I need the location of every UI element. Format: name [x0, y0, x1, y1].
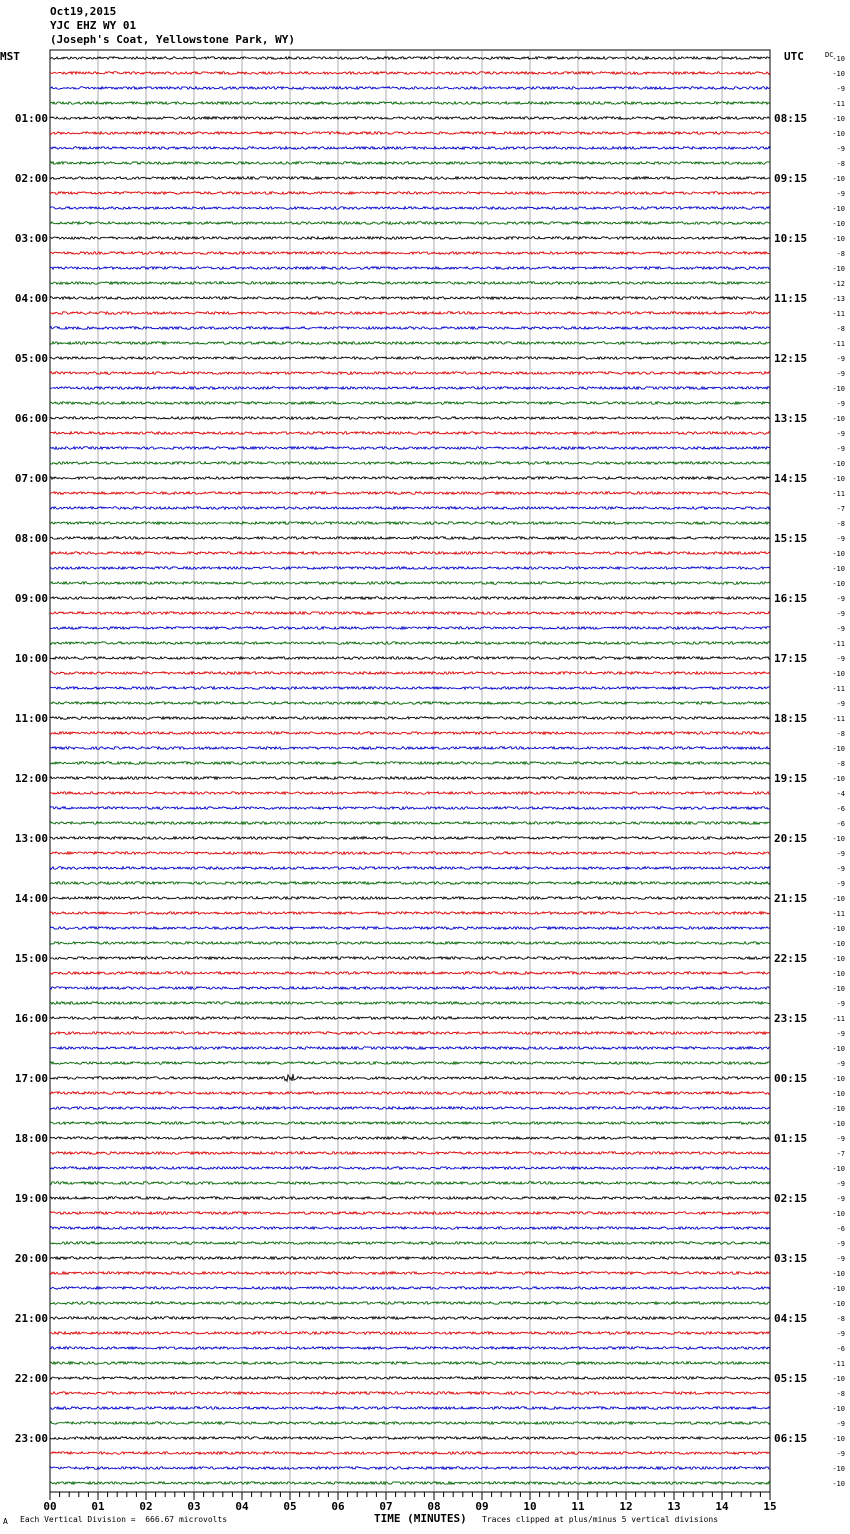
seismic-trace [50, 1074, 770, 1081]
mst-hour-label: 08:00 [14, 532, 48, 545]
seismic-trace [50, 342, 770, 345]
x-tick-label: 00 [43, 1500, 57, 1513]
trace-offset-label: -9 [836, 355, 845, 363]
seismic-trace [50, 1422, 770, 1425]
trace-offset-label: -10 [832, 115, 845, 123]
trace-offset-label: -10 [832, 475, 845, 483]
seismic-trace [50, 267, 770, 270]
trace-offset-label: -9 [836, 370, 845, 378]
seismic-trace [50, 762, 770, 765]
seismic-trace [50, 222, 770, 225]
mst-hour-label: 04:00 [14, 292, 48, 305]
trace-offset-label: -8 [836, 160, 845, 168]
trace-offset-label: -6 [836, 805, 845, 813]
seismic-trace [50, 822, 770, 825]
seismic-trace [50, 297, 770, 300]
trace-offset-label: -11 [832, 1360, 845, 1368]
trace-offset-label: -9 [836, 850, 845, 858]
trace-offset-label: -10 [832, 895, 845, 903]
seismic-trace [50, 657, 770, 660]
trace-offset-label: -9 [836, 610, 845, 618]
trace-offset-label: -9 [836, 145, 845, 153]
trace-offset-label: -6 [836, 1345, 845, 1353]
mst-hour-label: 01:00 [14, 112, 48, 125]
utc-hour-label: 22:15 [774, 952, 808, 965]
trace-offset-label: -11 [832, 715, 845, 723]
seismic-trace [50, 1227, 770, 1230]
trace-offset-label: -9 [836, 1195, 845, 1203]
seismic-trace [50, 687, 770, 690]
seismic-trace [50, 1272, 770, 1275]
plot-frame [50, 50, 770, 1492]
trace-offset-label: -9 [836, 430, 845, 438]
seismic-trace [50, 942, 770, 945]
trace-offset-label: -11 [832, 490, 845, 498]
seismic-trace [50, 1062, 770, 1065]
trace-offset-label: -11 [832, 340, 845, 348]
seismic-trace [50, 372, 770, 375]
trace-offset-label: -7 [836, 505, 845, 513]
trace-offset-label: -11 [832, 1015, 845, 1023]
trace-offset-label: -9 [836, 1255, 845, 1263]
seismic-trace [50, 1182, 770, 1185]
mst-hour-label: 09:00 [14, 592, 48, 605]
trace-offset-label: -9 [836, 1420, 845, 1428]
seismic-trace [50, 477, 770, 480]
mst-axis-label: MST [0, 50, 20, 63]
mst-hour-label: 06:00 [14, 412, 48, 425]
seismic-trace [50, 1362, 770, 1365]
seismic-trace [50, 402, 770, 405]
seismic-trace [50, 1137, 770, 1140]
trace-offset-label: -10 [832, 265, 845, 273]
axis-labels [15, 51, 845, 1513]
utc-hour-label: 01:15 [774, 1132, 808, 1145]
trace-offset-label: -9 [836, 655, 845, 663]
seismic-trace [50, 1347, 770, 1350]
seismic-trace [50, 1452, 770, 1455]
trace-offset-label: -10 [832, 1300, 845, 1308]
trace-offset-label: -10 [832, 835, 845, 843]
seismic-trace [50, 147, 770, 150]
seismic-trace [50, 1467, 770, 1470]
trace-offset-label: -13 [832, 295, 845, 303]
seismic-trace [50, 672, 770, 675]
utc-hour-label: 18:15 [774, 712, 808, 725]
trace-offset-label: -9 [836, 880, 845, 888]
trace-offset-label: -10 [832, 1090, 845, 1098]
seismic-trace [50, 1392, 770, 1395]
utc-hour-label: 00:15 [774, 1072, 808, 1085]
trace-offset-label: -9 [836, 400, 845, 408]
trace-offset-label: -10 [832, 55, 845, 63]
trace-offset-label: -8 [836, 760, 845, 768]
trace-offset-label: -9 [836, 1240, 845, 1248]
trace-offset-label: -9 [836, 1000, 845, 1008]
chart-date: Oct19,2015 [50, 5, 117, 18]
trace-offset-label: -10 [832, 1165, 845, 1173]
trace-offset-label: -10 [832, 565, 845, 573]
seismic-trace [50, 462, 770, 465]
utc-hour-label: 17:15 [774, 652, 808, 665]
trace-offset-label: -10 [832, 1270, 845, 1278]
x-tick-label: 13 [667, 1500, 681, 1513]
seismic-trace [50, 867, 770, 870]
x-tick-label: 06 [331, 1500, 345, 1513]
x-tick-label: 05 [283, 1500, 297, 1513]
corner-mark: A [3, 1517, 8, 1526]
seismic-trace [50, 882, 770, 885]
x-tick-label: 10 [523, 1500, 537, 1513]
seismic-trace [50, 1152, 770, 1155]
utc-hour-label: 03:15 [774, 1252, 808, 1265]
seismic-trace [50, 522, 770, 525]
trace-offset-label: -4 [836, 790, 845, 798]
seismic-trace [50, 837, 770, 840]
trace-offset-label: -10 [832, 1105, 845, 1113]
seismic-trace [50, 957, 770, 960]
seismic-trace [50, 1287, 770, 1290]
trace-offset-label: -9 [836, 700, 845, 708]
seismic-trace [50, 1407, 770, 1410]
trace-offset-label: -10 [832, 220, 845, 228]
utc-hour-label: 05:15 [774, 1372, 808, 1385]
mst-hour-label: 13:00 [14, 832, 48, 845]
trace-offset-label: -10 [832, 1435, 845, 1443]
seismic-trace [50, 1482, 770, 1485]
trace-offset-label: -10 [832, 1405, 845, 1413]
seismic-trace [50, 792, 770, 795]
seismic-trace [50, 357, 770, 360]
seismic-trace [50, 912, 770, 915]
seismic-trace [50, 207, 770, 210]
trace-offset-label: -10 [832, 1480, 845, 1488]
seismic-trace [50, 567, 770, 570]
seismic-trace [50, 972, 770, 975]
trace-offset-label: -11 [832, 100, 845, 108]
x-axis-title: TIME (MINUTES) [374, 1512, 467, 1525]
seismic-trace [50, 447, 770, 450]
trace-offset-label: -10 [832, 985, 845, 993]
seismic-trace [50, 72, 770, 75]
seismic-trace [50, 732, 770, 735]
trace-offset-label: -9 [836, 1450, 845, 1458]
seismic-trace [50, 192, 770, 195]
mst-hour-label: 19:00 [14, 1192, 48, 1205]
trace-offset-label: -10 [832, 940, 845, 948]
trace-offset-label: -8 [836, 1315, 845, 1323]
trace-offset-label: -9 [836, 595, 845, 603]
seismic-trace [50, 1242, 770, 1245]
mst-hour-label: 16:00 [14, 1012, 48, 1025]
seismic-trace [50, 1002, 770, 1005]
trace-offset-label: -11 [832, 910, 845, 918]
seismic-trace [50, 432, 770, 435]
trace-offset-label: -10 [832, 235, 845, 243]
mst-hour-label: 22:00 [14, 1372, 48, 1385]
x-tick-label: 02 [139, 1500, 153, 1513]
chart-station: YJC EHZ WY 01 [50, 19, 137, 32]
x-tick-label: 12 [619, 1500, 633, 1513]
utc-hour-label: 06:15 [774, 1432, 808, 1445]
mst-hour-label: 23:00 [14, 1432, 48, 1445]
mst-hour-label: 10:00 [14, 652, 48, 665]
seismic-trace [50, 387, 770, 390]
x-tick-label: 08 [427, 1500, 441, 1513]
trace-offset-label: -10 [832, 460, 845, 468]
utc-hour-label: 19:15 [774, 772, 808, 785]
seismic-trace [50, 927, 770, 930]
trace-offset-label: -9 [836, 865, 845, 873]
clip-note: Traces clipped at plus/minus 5 vertical divisions [482, 1515, 719, 1524]
seismic-trace [50, 1257, 770, 1260]
seismic-trace [50, 1437, 770, 1440]
seismic-trace [50, 1377, 770, 1380]
seismic-trace [50, 57, 770, 60]
seismic-trace [50, 327, 770, 330]
trace-offset-label: -10 [832, 1120, 845, 1128]
trace-offset-label: -11 [832, 640, 845, 648]
seismic-trace [50, 747, 770, 750]
mst-hour-label: 18:00 [14, 1132, 48, 1145]
seismic-trace [50, 897, 770, 900]
seismic-trace [50, 1302, 770, 1305]
seismic-trace [50, 177, 770, 180]
trace-offset-label: -10 [832, 205, 845, 213]
trace-offset-label: -10 [832, 670, 845, 678]
utc-hour-label: 20:15 [774, 832, 808, 845]
trace-offset-label: -10 [832, 385, 845, 393]
utc-hour-label: 15:15 [774, 532, 808, 545]
utc-hour-label: 02:15 [774, 1192, 808, 1205]
mst-hour-label: 20:00 [14, 1252, 48, 1265]
utc-hour-label: 09:15 [774, 172, 808, 185]
trace-offset-label: -10 [832, 550, 845, 558]
dc-label: DC [825, 51, 834, 59]
trace-offset-label: -8 [836, 520, 845, 528]
seismic-trace [50, 1332, 770, 1335]
trace-offset-label: -10 [832, 175, 845, 183]
utc-hour-label: 12:15 [774, 352, 808, 365]
mst-hour-label: 17:00 [14, 1072, 48, 1085]
trace-offset-label: -8 [836, 1390, 845, 1398]
utc-hour-label: 10:15 [774, 232, 808, 245]
x-tick-label: 09 [475, 1500, 489, 1513]
mst-hour-label: 03:00 [14, 232, 48, 245]
x-tick-label: 11 [571, 1500, 585, 1513]
mst-hour-label: 12:00 [14, 772, 48, 785]
trace-offset-label: -9 [836, 535, 845, 543]
utc-axis-label: UTC [784, 50, 804, 63]
seismic-trace [50, 1107, 770, 1110]
trace-offset-label: -10 [832, 130, 845, 138]
trace-offset-label: -10 [832, 1285, 845, 1293]
seismic-trace [50, 852, 770, 855]
mst-hour-label: 21:00 [14, 1312, 48, 1325]
trace-offset-label: -11 [832, 685, 845, 693]
utc-hour-label: 11:15 [774, 292, 808, 305]
seismic-trace [50, 597, 770, 600]
chart-location: (Joseph's Coat, Yellowstone Park, WY) [50, 33, 296, 46]
trace-offset-label: -8 [836, 325, 845, 333]
trace-offset-label: -10 [832, 70, 845, 78]
seismic-trace [50, 87, 770, 90]
seismic-trace [50, 777, 770, 780]
seismic-trace [50, 282, 770, 285]
x-tick-label: 01 [91, 1500, 105, 1513]
trace-offset-label: -10 [832, 580, 845, 588]
seismic-trace [50, 702, 770, 705]
trace-offset-label: -6 [836, 820, 845, 828]
trace-offset-label: -9 [836, 445, 845, 453]
trace-offset-label: -10 [832, 955, 845, 963]
trace-offset-label: -6 [836, 1225, 845, 1233]
trace-offset-label: -9 [836, 1180, 845, 1188]
seismic-trace [50, 1167, 770, 1170]
utc-hour-label: 21:15 [774, 892, 808, 905]
trace-offset-label: -11 [832, 310, 845, 318]
seismic-trace [50, 492, 770, 495]
trace-offset-label: -12 [832, 280, 845, 288]
seismic-trace [50, 117, 770, 120]
seismic-trace [50, 717, 770, 720]
trace-offset-label: -10 [832, 1045, 845, 1053]
seismic-trace [50, 312, 770, 315]
trace-offset-label: -8 [836, 250, 845, 258]
seismic-trace [50, 552, 770, 555]
seismic-trace [50, 1122, 770, 1125]
seismic-trace [50, 1092, 770, 1095]
seismic-trace [50, 537, 770, 540]
utc-hour-label: 23:15 [774, 1012, 808, 1025]
trace-offset-label: -10 [832, 970, 845, 978]
mst-hour-label: 15:00 [14, 952, 48, 965]
seismic-trace [50, 1047, 770, 1050]
trace-offset-label: -9 [836, 1030, 845, 1038]
seismic-trace [50, 417, 770, 420]
seismic-trace [50, 132, 770, 135]
seismic-trace [50, 162, 770, 165]
seismic-trace [50, 582, 770, 585]
trace-offset-label: -10 [832, 1210, 845, 1218]
trace-offset-label: -9 [836, 1135, 845, 1143]
x-tick-label: 03 [187, 1500, 201, 1513]
seismic-trace [50, 987, 770, 990]
seismic-trace [50, 807, 770, 810]
mst-hour-label: 05:00 [14, 352, 48, 365]
mst-hour-label: 11:00 [14, 712, 48, 725]
seismic-trace [50, 507, 770, 510]
x-tick-label: 04 [235, 1500, 249, 1513]
seismic-traces [50, 57, 770, 1485]
mst-hour-label: 02:00 [14, 172, 48, 185]
seismic-trace [50, 102, 770, 105]
seismic-trace [50, 642, 770, 645]
trace-offset-label: -10 [832, 1465, 845, 1473]
seismic-trace [50, 627, 770, 630]
trace-offset-label: -10 [832, 775, 845, 783]
utc-hour-label: 16:15 [774, 592, 808, 605]
trace-offset-label: -10 [832, 745, 845, 753]
trace-offset-label: -9 [836, 1060, 845, 1068]
utc-hour-label: 08:15 [774, 112, 808, 125]
trace-offset-label: -10 [832, 1075, 845, 1083]
utc-hour-label: 13:15 [774, 412, 808, 425]
seismic-trace [50, 1017, 770, 1020]
scale-note: Each Vertical Division = 666.67 microvolts [20, 1515, 228, 1524]
seismic-trace [50, 237, 770, 240]
mst-hour-label: 07:00 [14, 472, 48, 485]
seismic-trace [50, 1317, 770, 1320]
x-tick-label: 14 [715, 1500, 729, 1513]
utc-hour-label: 04:15 [774, 1312, 808, 1325]
trace-offset-label: -10 [832, 415, 845, 423]
seismic-trace [50, 1212, 770, 1215]
utc-hour-label: 14:15 [774, 472, 808, 485]
trace-offset-label: -10 [832, 1375, 845, 1383]
trace-offset-label: -9 [836, 625, 845, 633]
trace-offset-label: -9 [836, 190, 845, 198]
trace-offset-label: -8 [836, 730, 845, 738]
trace-offset-label: -9 [836, 85, 845, 93]
trace-offset-label: -9 [836, 1330, 845, 1338]
seismic-trace [50, 252, 770, 255]
x-tick-label: 15 [763, 1500, 777, 1513]
trace-offset-label: -7 [836, 1150, 845, 1158]
trace-offset-label: -10 [832, 925, 845, 933]
mst-hour-label: 14:00 [14, 892, 48, 905]
x-tick-label: 07 [379, 1500, 393, 1513]
seismic-trace [50, 1032, 770, 1035]
seismic-trace [50, 612, 770, 615]
seismic-trace [50, 1197, 770, 1200]
